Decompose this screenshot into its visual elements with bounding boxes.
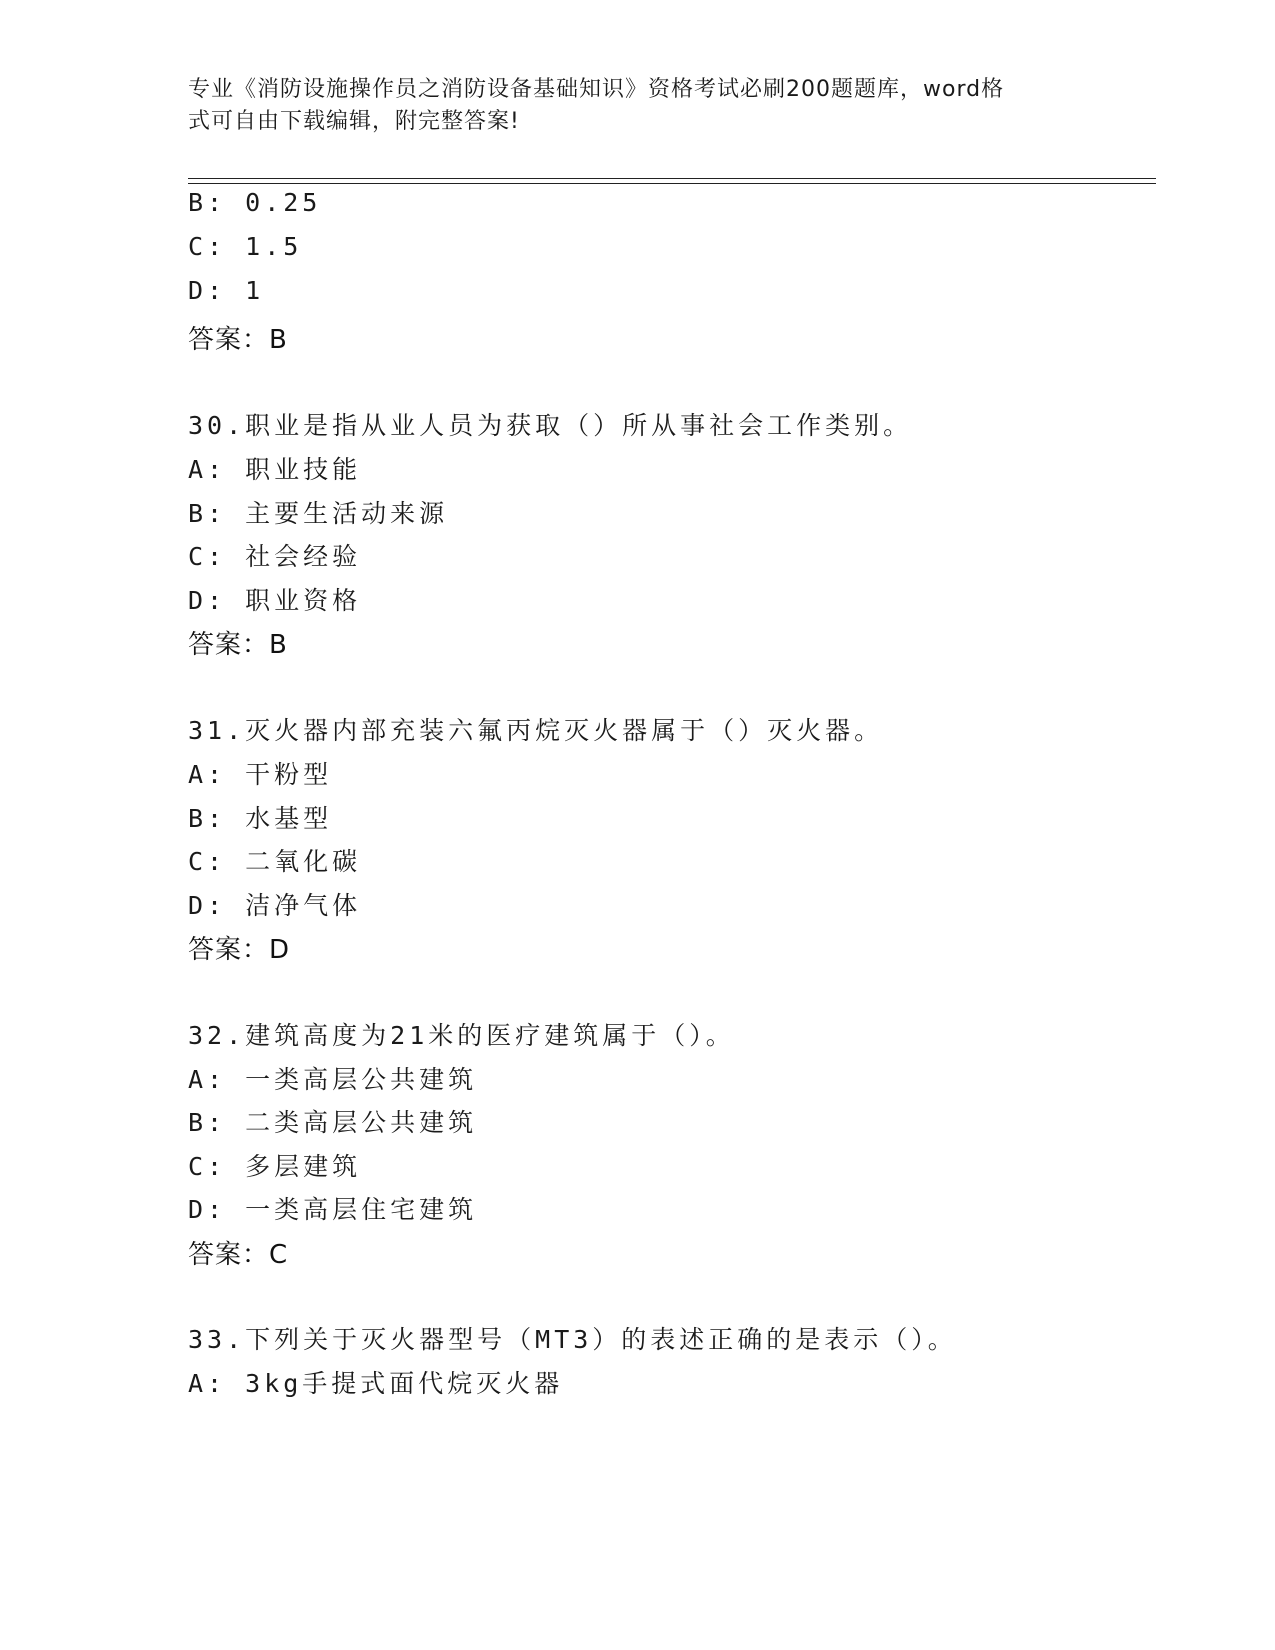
option-d: D: 洁净气体 [188, 891, 362, 920]
option-b: B: 0.25 [188, 188, 322, 217]
option-a: A: 职业技能 [188, 455, 362, 484]
answer-label: 答案：C [188, 1240, 289, 1270]
question-stem: 33.下列关于灭火器型号（MT3）的表述正确的是表示（）。 [188, 1325, 957, 1354]
option-c: C: 社会经验 [188, 542, 362, 571]
answer-label: 答案：B [188, 630, 288, 660]
document-header [188, 74, 1068, 138]
option-b: B: 水基型 [188, 804, 333, 833]
option-c: C: 多层建筑 [188, 1152, 362, 1181]
option-a: A: 干粉型 [188, 760, 333, 789]
header-divider-top [188, 178, 1156, 179]
option-d: D: 职业资格 [188, 586, 362, 615]
option-d: D: 1 [188, 276, 265, 305]
answer-label: 答案：B [188, 325, 288, 355]
option-a: A: 一类高层公共建筑 [188, 1065, 478, 1094]
option-b: B: 二类高层公共建筑 [188, 1108, 478, 1137]
header-line-1: 专业《消防设施操作员之消防设备基础知识》资格考试必刷200题题库，word格 [188, 77, 1005, 102]
header-line-2: 式可自由下载编辑，附完整答案! [188, 109, 520, 134]
header-divider-bottom [188, 183, 1156, 184]
option-a: A: 3kg手提式面代烷灭火器 [188, 1369, 564, 1398]
option-c: C: 二氧化碳 [188, 847, 362, 876]
option-b: B: 主要生活动来源 [188, 499, 449, 528]
option-c: C: 1.5 [188, 232, 303, 261]
answer-label: 答案：D [188, 935, 291, 965]
question-stem: 32.建筑高度为21米的医疗建筑属于（）。 [188, 1021, 735, 1050]
question-stem: 31.灭火器内部充装六氟丙烷灭火器属于（）灭火器。 [188, 716, 884, 745]
question-stem: 30.职业是指从业人员为获取（）所从事社会工作类别。 [188, 411, 913, 440]
option-d: D: 一类高层住宅建筑 [188, 1195, 478, 1224]
